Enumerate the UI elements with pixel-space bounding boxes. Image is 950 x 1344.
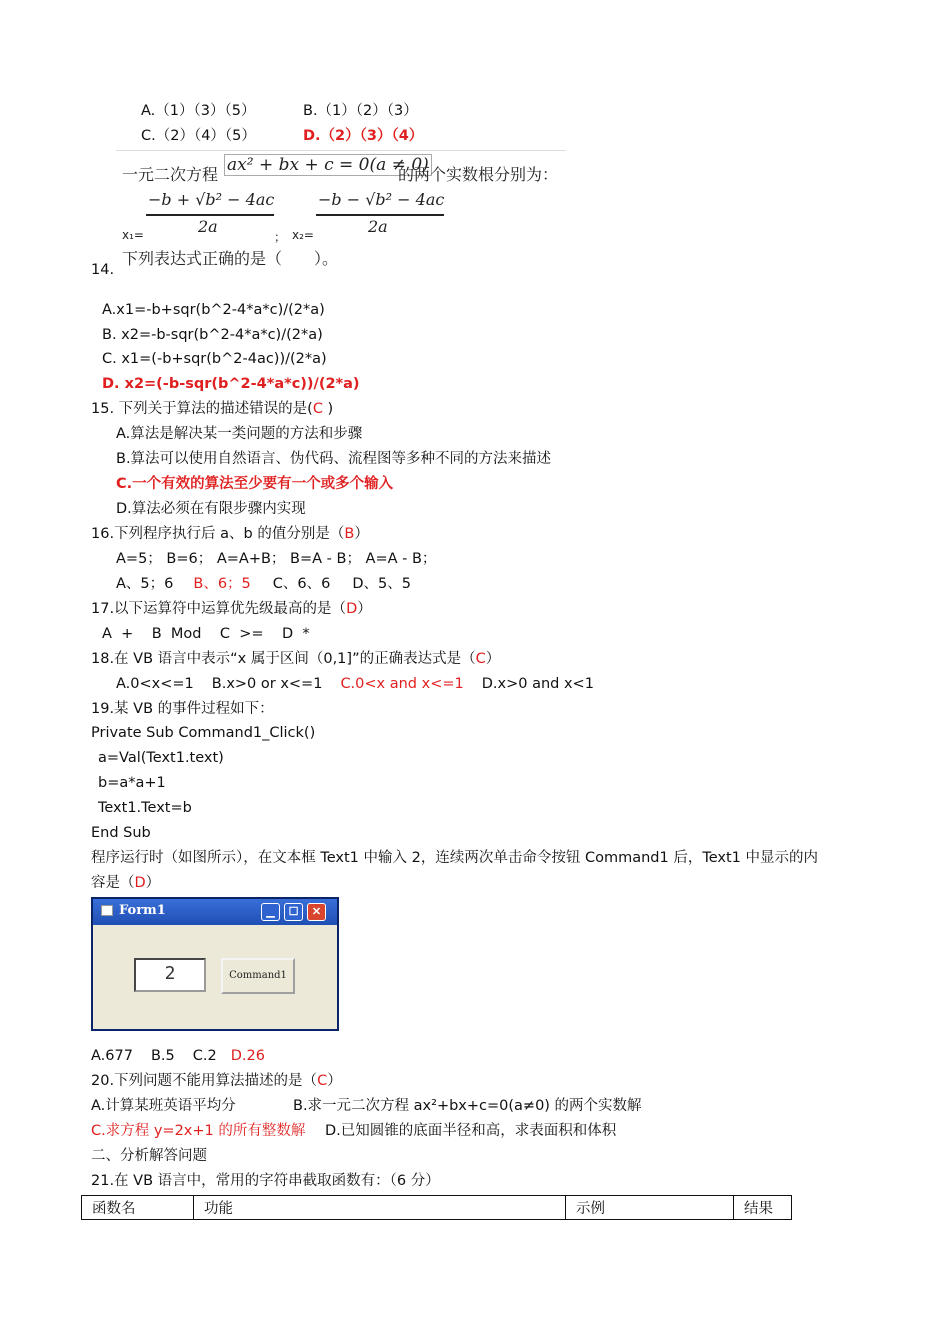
q20-stem — [91, 1071, 342, 1091]
q13-option-d-answer: D.（2）（3）（4） — [303, 128, 424, 144]
vb-form-window — [91, 897, 339, 1031]
q18-stem-text: 18.在 VB 语言中表示“x 属于区间（0,1]”的正确表达式是（ — [91, 651, 476, 667]
q20-option-a: A.计算某班英语平均分 — [91, 1098, 236, 1114]
form-app-icon — [101, 905, 113, 916]
section-2-heading: 二、分析解答问题 — [91, 1148, 207, 1164]
q20-option-c-answer: C.求方程 y=2x+1 的所有整数解 — [91, 1123, 306, 1139]
q16-stem-text: 16.下列程序执行后 a、b 的值分别是（ — [91, 526, 345, 542]
q15-option-b: B.算法可以使用自然语言、伪代码、流程图等多种不同的方法来描述 — [116, 451, 552, 467]
formula-intro: 一元二次方程 — [122, 165, 219, 184]
formula-equation: ax² + bx + c = 0(a ≠ 0) — [224, 154, 432, 176]
q15-stem — [91, 399, 333, 419]
q19-option-b: B.5 — [150, 1048, 175, 1064]
q16-stem-end: ） — [354, 526, 369, 542]
q18-options — [116, 674, 594, 694]
q16-option-b-answer: B、6；5 — [193, 576, 251, 592]
table-header-example: 示例 — [566, 1196, 734, 1220]
q16-option-a: A、5；6 — [116, 576, 174, 592]
q17-stem-text: 17.以下运算符中运算优先级最高的是（ — [91, 601, 347, 617]
q20-option-d: D.已知圆锥的底面半径和高，求表面积和体积 — [325, 1123, 617, 1139]
q15-option-a: A.算法是解决某一类问题的方法和步骤 — [116, 426, 363, 442]
root2-numerator: −b − √b² − 4ac — [318, 190, 445, 209]
q18-stem-end: ） — [485, 651, 501, 667]
q20-stem-text: 20.下列问题不能用算法描述的是（ — [91, 1073, 318, 1089]
q19-options — [91, 1046, 265, 1066]
root2-denominator: 2a — [368, 217, 388, 236]
q19-code-line-4: Text1.Text=b — [98, 800, 192, 816]
q16-option-d: D、5、5 — [352, 576, 411, 592]
vb-form-titlebar — [93, 899, 337, 925]
q14-option-a: A.x1=-b+sqr(b^2-4*a*c)/(2*a) — [102, 302, 325, 318]
q13-option-a: A.（1）（3）（5） — [141, 103, 256, 119]
q14-option-b: B. x2=-b-sqr(b^2-4*a*c)/(2*a) — [102, 327, 323, 343]
q15-stem-text: 15. 下列关于算法的描述错误的是( — [91, 401, 313, 417]
table-header-result: 结果 — [734, 1196, 792, 1220]
q13-option-c: C.（2）（4）（5） — [141, 128, 256, 144]
x2-label: x₂= — [292, 228, 314, 242]
root1-denominator: 2a — [198, 217, 218, 236]
q18-option-c-answer: C.0<x and x<=1 — [340, 676, 464, 692]
q19-description-line-1: 程序运行时（如图所示），在文本框 Text1 中输入 2，连续两次单击命令按钮 Command1 后，Text1 中显示的内 — [91, 850, 818, 866]
formula-question: 下列表达式正确的是（ ）。 — [122, 249, 339, 268]
q18-option-a: A.0<x<=1 — [116, 676, 194, 692]
x1-label: x₁= — [122, 228, 144, 242]
q15-option-d: D.算法必须在有限步骤内实现 — [116, 501, 306, 517]
q13-option-b: B.（1）（2）（3） — [303, 103, 418, 119]
maximize-icon: ☐ — [284, 903, 303, 921]
root1-numerator: −b + √b² − 4ac — [148, 190, 275, 209]
minimize-icon: ▁ — [261, 903, 280, 921]
q15-option-c-answer: C.一个有效的算法至少要有一个或多个输入 — [116, 476, 394, 492]
table-header-function: 功能 — [194, 1196, 566, 1220]
q20-answer: C — [317, 1073, 328, 1089]
q21-stem: 21.在 VB 语言中，常用的字符串截取函数有：（6 分） — [91, 1173, 440, 1189]
q14-option-c: C. x1=(-b+sqr(b^2-4ac))/(2*a) — [102, 351, 327, 367]
q18-option-d: D.x>0 and x<1 — [481, 676, 594, 692]
q15-stem-end: ) — [322, 401, 334, 417]
q16-option-c: C、6、6 — [272, 576, 331, 592]
root1-fraction-bar — [146, 214, 274, 216]
q16-options — [116, 574, 411, 594]
q20-option-b: B.求一元二次方程 ax²+bx+c=0(a≠0) 的两个实数解 — [293, 1098, 642, 1114]
q17-options: A + B Mod C >= D * — [102, 626, 310, 642]
q15-answer: C — [312, 401, 323, 417]
q19-description-line-2 — [91, 873, 160, 893]
quadratic-formula-image — [116, 150, 566, 268]
formula-intro-tail: 的两个实数根分别为： — [398, 165, 559, 184]
q18-answer: C — [475, 651, 486, 667]
q19-desc-end: ） — [145, 875, 161, 891]
table-header-function-name: 函数名 — [82, 1196, 194, 1220]
q19-option-a: A.677 — [91, 1048, 133, 1064]
command1-button: Command1 — [221, 958, 295, 994]
q14-option-d-answer: D. x2=(-b-sqr(b^2-4*a*c))/(2*a) — [102, 376, 360, 392]
q19-stem: 19.某 VB 的事件过程如下： — [91, 701, 274, 717]
form-title: Form1 — [119, 903, 166, 918]
q19-answer: D — [134, 875, 146, 891]
string-function-table — [81, 1195, 792, 1220]
q19-option-c: C.2 — [192, 1048, 217, 1064]
text1-textbox: 2 — [134, 958, 206, 992]
q17-answer: D — [346, 601, 358, 617]
close-icon: ✕ — [307, 903, 326, 921]
q19-option-d-answer: D.26 — [230, 1048, 265, 1064]
q19-code-line-1: Private Sub Command1_Click() — [91, 725, 316, 741]
q18-stem — [91, 649, 500, 669]
q20-stem-end: ） — [327, 1073, 342, 1089]
q19-code-line-3: b=a*a+1 — [98, 775, 166, 791]
q14-number: 14. — [91, 262, 115, 278]
q19-code-line-5: End Sub — [91, 825, 151, 841]
q16-code: A=5； B=6； A=A+B； B=A - B； A=A - B； — [116, 551, 437, 567]
q18-option-b: B.x>0 or x<=1 — [211, 676, 323, 692]
q17-stem-end: ） — [357, 601, 372, 617]
formula-separator: ； — [274, 230, 287, 244]
q19-code-line-2: a=Val(Text1.text) — [98, 750, 224, 766]
root2-fraction-bar — [316, 214, 444, 216]
q16-answer: B — [344, 526, 355, 542]
q16-stem — [91, 524, 369, 544]
q17-stem — [91, 599, 372, 619]
q19-desc-text: 容是（ — [91, 875, 135, 891]
table-header-row — [82, 1196, 792, 1220]
